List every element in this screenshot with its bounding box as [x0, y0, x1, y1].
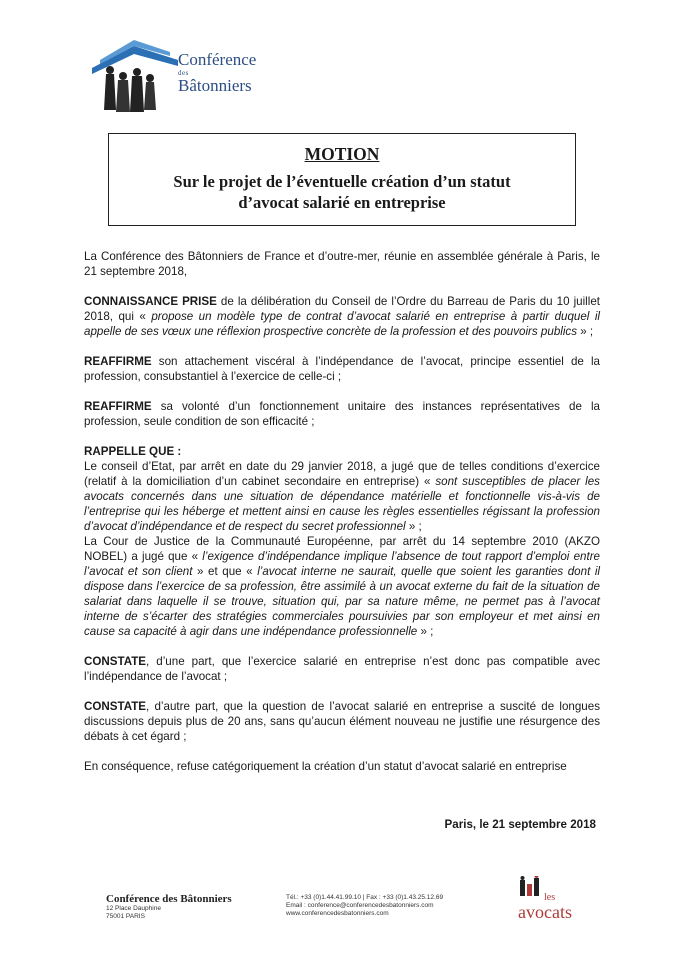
footer-organization: [106, 893, 232, 921]
paragraph-conseil-etat: [84, 459, 600, 534]
keyword: CONSTATE: [84, 655, 147, 668]
text: Le conseil d’Etat, par arrêt en date du 29 janvier 2018, a jugé que de telles conditions d’exercice (relatif à la domiciliation d’un cabinet secondaire en entreprise) «: [84, 460, 600, 488]
conference-logo: [86, 30, 286, 130]
text: , d’autre part, que la question de l’avocat salarié en entreprise a suscité de longues discussions depuis plus de 20 ans, sans qu’aucun élément nouveau ne justifie une résurgence des débats à cet égard ;: [84, 700, 600, 743]
paragraph-constate-1: [84, 654, 600, 684]
text: son attachement viscéral à l’indépendance de l’avocat, principe essentiel de la profession, consubstantiel à l’exercice de celle-ci ;: [84, 355, 600, 383]
paragraph-constate-2: [84, 699, 600, 744]
text: de la délibération du Conseil de l’Ordre du Barreau de Paris du 10 juillet 2018, qui «: [84, 295, 600, 323]
keyword: CONNAISSANCE PRISE: [84, 295, 217, 308]
footer-website: www.conferencedesbatonniers.com: [286, 910, 389, 917]
footer-contact: [286, 894, 443, 918]
text: » ;: [417, 625, 434, 638]
les-avocats-wordmark: [518, 892, 572, 921]
text: » ;: [577, 325, 594, 338]
logo-line2: Bâtonniers: [178, 76, 252, 95]
batonniers-emblem-icon: [86, 30, 181, 120]
logo-les: les: [544, 892, 556, 903]
quote: propose un modèle type de contrat d’avocat salarié en entreprise à partir duquel il appelle de ses vœux une réflexion prospective concrète de la profession et des pouvoirs publics: [84, 310, 600, 338]
paragraph-preamble: La Conférence des Bâtonniers de France et d’outre-mer, réunie en assemblée générale à Paris, le 21 septembre 2018,: [84, 250, 600, 278]
motion-title: MOTION: [304, 144, 380, 164]
logo-avocats: avocats: [518, 902, 572, 922]
footer-address-line2: 75001 PARIS: [106, 913, 145, 920]
text: » ;: [405, 520, 422, 533]
motion-subtitle: [109, 171, 575, 213]
quote: sont susceptibles de placer les avocats concernés dans une situation de dépendance matérielle et fonctionnelle vis-à-vis de l’entreprise qui les héberge et mettent ainsi en cause les règles essentielles régissant la profession d’avocat d’indépendance et de respect du secret professionnel: [84, 475, 600, 533]
subtitle-line2: d’avocat salarié en entreprise: [238, 193, 446, 212]
text: La Cour de Justice de la Communauté Européenne, par arrêt du 14 septembre 2010 (AKZO NOBEL) a jugé que «: [84, 535, 600, 563]
paragraph-cjce: [84, 534, 600, 639]
paragraph-reaffirme-1: [84, 354, 600, 384]
text: sa volonté d’un fonctionnement unitaire des instances représentatives de la profession, seule condition de son efficacité ;: [84, 400, 600, 428]
logo-line1: Conférence: [178, 50, 257, 69]
footer-phone: Tél.: +33 (0)1.44.41.99.10 | Fax : +33 (0)1.43.25.12.69: [286, 894, 444, 901]
paragraph-connaissance: [84, 294, 600, 339]
keyword: CONSTATE: [84, 700, 147, 713]
keyword: REAFFIRME: [84, 400, 152, 413]
logo-des: des: [178, 69, 189, 77]
quote: l’exigence d’indépendance implique l’absence de tout rapport d’emploi entre l’avocat et son client: [84, 550, 601, 578]
quote: l’avocat interne ne saurait, quelle que soient les garanties dont il dispose dans l’exercice de sa profession, être assimilé à un avocat externe du fait de la situation de salariat dans laquelle il se trouve, situation qui, par sa nature même, ne permet pas à l’avocat interne de s’écarter des stratégies commerciales poursuivies par son employeur et met ainsi en cause sa capacité à agir dans une indépendance professionnelle: [84, 565, 601, 638]
footer-address-line1: 12 Place Dauphine: [106, 905, 161, 912]
text: » et que «: [192, 565, 258, 578]
paragraph-reaffirme-2: [84, 399, 600, 429]
motion-body: [84, 249, 600, 789]
keyword: REAFFIRME: [84, 355, 152, 368]
motion-title-box: [108, 133, 576, 226]
text: , d’une part, que l’exercice salarié en entreprise n’est donc pas compatible avec l’indépendance de l’avocat ;: [84, 655, 600, 683]
paragraph-conclusion: En conséquence, refuse catégoriquement la création d’un statut d’avocat salarié en entreprise: [84, 760, 567, 773]
footer-org-name: Conférence des Bâtonniers: [106, 893, 232, 905]
paragraph-rappelle-heading: [84, 444, 600, 459]
keyword: RAPPELLE QUE :: [84, 445, 182, 458]
subtitle-line1: Sur le projet de l’éventuelle création d’un statut: [173, 172, 511, 191]
logo-wordmark: [178, 50, 256, 95]
footer-email: Email : conference@conferencedesbatonniers.com: [286, 902, 434, 909]
signature-date: Paris, le 21 septembre 2018: [444, 818, 596, 831]
